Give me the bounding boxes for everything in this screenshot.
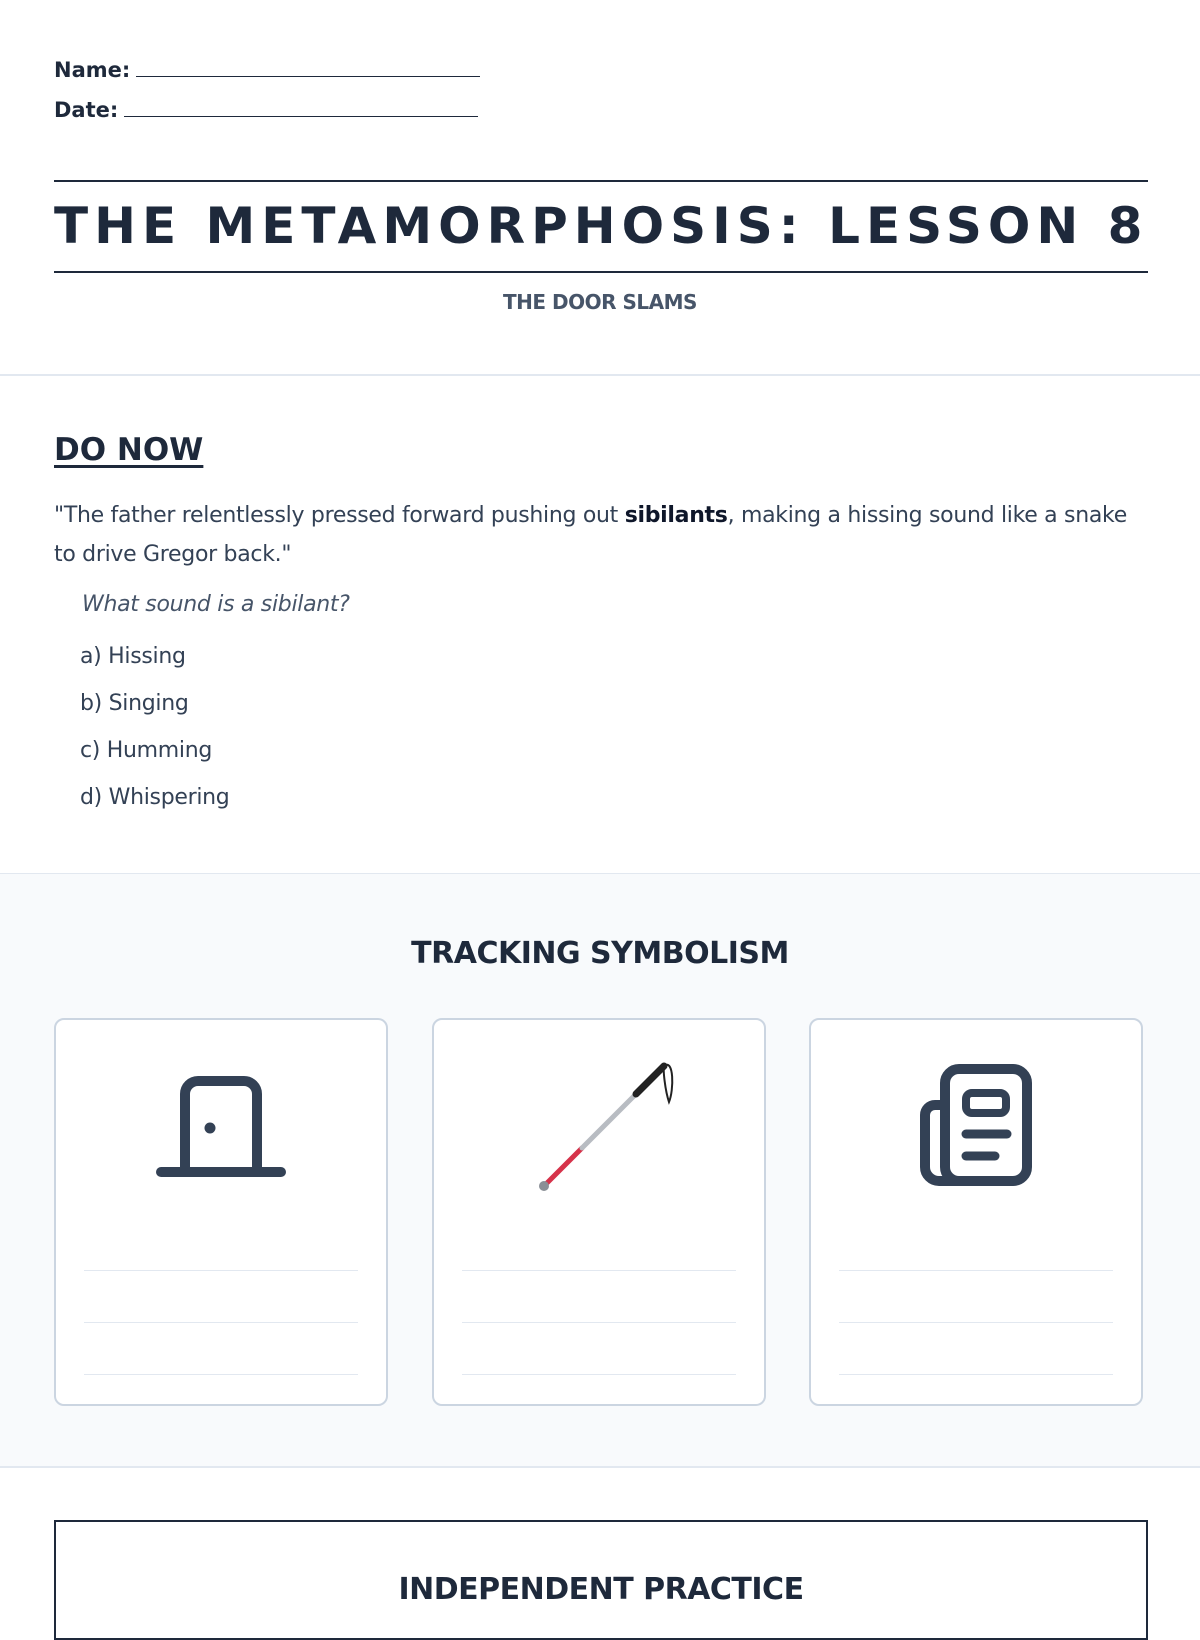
- answer-lines[interactable]: [84, 1270, 358, 1375]
- tracking-title: TRACKING SYMBOLISM: [411, 936, 789, 971]
- white-cane-icon: [524, 1050, 674, 1200]
- answer-option-c[interactable]: c) Humming: [80, 738, 213, 763]
- name-line: [54, 54, 480, 94]
- date-label: Date:: [54, 98, 119, 122]
- do-now-section: [54, 432, 1148, 821]
- title-block: [54, 180, 1148, 273]
- answer-lines[interactable]: [462, 1270, 736, 1375]
- answer-option-d[interactable]: d) Whispering: [80, 785, 230, 810]
- answer-options: [80, 633, 1148, 821]
- date-line: [54, 94, 480, 134]
- do-now-heading: DO NOW: [54, 432, 204, 468]
- quote-text-end: , making a hissing sound like a snake to drive Gregor back.": [54, 503, 1127, 567]
- name-label: Name:: [54, 58, 131, 82]
- quote-text-start: "The father relentlessly pressed forward pushing out: [54, 503, 625, 528]
- symbol-card-cane: [432, 1018, 766, 1406]
- student-info: [54, 54, 480, 134]
- do-now-quote: [54, 496, 1148, 574]
- section-divider: [0, 374, 1200, 376]
- answer-option-b[interactable]: b) Singing: [80, 691, 189, 716]
- symbol-card-newspaper: [809, 1018, 1143, 1406]
- answer-option-a[interactable]: a) Hissing: [80, 644, 186, 669]
- tracking-symbolism-section: [0, 874, 1200, 1466]
- page-subtitle: THE DOOR SLAMS: [503, 290, 697, 314]
- newspaper-icon: [911, 1060, 1041, 1190]
- independent-practice-box: [54, 1520, 1148, 1640]
- door-icon: [156, 1070, 286, 1180]
- quote-keyword: sibilants: [624, 503, 728, 528]
- section-divider: [0, 1466, 1200, 1468]
- symbol-card-door: [54, 1018, 388, 1406]
- name-blank[interactable]: [136, 54, 480, 77]
- answer-lines[interactable]: [839, 1270, 1113, 1375]
- do-now-question: What sound is a sibilant?: [82, 592, 350, 617]
- date-blank[interactable]: [124, 94, 478, 117]
- independent-practice-title: INDEPENDENT PRACTICE: [398, 1572, 804, 1607]
- page-title: THE METAMORPHOSIS: LESSON 8: [54, 197, 1149, 255]
